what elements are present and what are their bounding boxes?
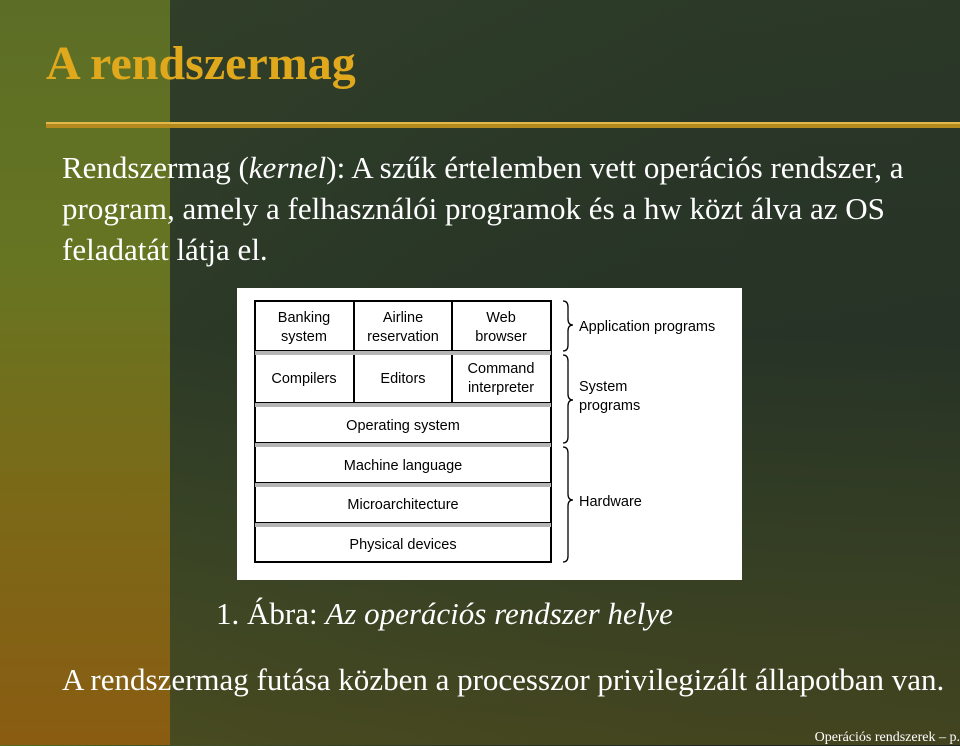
layer-physical-devices: Physical devices xyxy=(349,537,457,553)
layer-machine-language: Machine language xyxy=(343,458,463,474)
os-layer-figure xyxy=(237,288,742,580)
app-cell-2-line1: Airline xyxy=(382,310,424,326)
definition-term: Rendszermag ( xyxy=(62,150,249,185)
app-cell-3-line2: browser xyxy=(475,329,527,345)
figure-caption xyxy=(216,596,673,632)
layer-microarchitecture: Microarchitecture xyxy=(347,497,459,513)
definition-paragraph xyxy=(62,147,942,270)
brace-application xyxy=(563,301,573,351)
layer-operating-system: Operating system xyxy=(346,418,460,434)
sys-cell-3-line2: interpreter xyxy=(467,380,535,396)
closing-paragraph: A rendszermag futása közben a processzor privilegizált állapotban van. xyxy=(62,662,945,697)
brace-label-system-1: System xyxy=(579,379,628,395)
sys-cell-3-line1: Command xyxy=(467,361,535,377)
sys-cell-2: Editors xyxy=(380,371,426,387)
os-layer-diagram xyxy=(237,288,742,580)
brace-label-application: Application programs xyxy=(579,319,716,335)
definition-term-italic: kernel xyxy=(248,150,327,185)
brace-system xyxy=(563,355,573,443)
caption-prefix: 1. Ábra: xyxy=(216,596,326,631)
brace-hardware xyxy=(563,447,573,562)
brace-label-system-2: programs xyxy=(579,398,641,414)
sys-cell-1: Compilers xyxy=(271,371,337,387)
app-cell-1-line2: system xyxy=(281,329,327,345)
caption-italic: Az operációs rendszer helye xyxy=(325,596,673,631)
left-gradient-band xyxy=(0,0,170,745)
slide-title: A rendszermag xyxy=(46,37,356,90)
brace-label-hardware: Hardware xyxy=(579,494,642,510)
definition-rest: ): A szűk értelemben vett operációs rendszer, a program, amely a felhasználói programok és a hw közt álva az OS feladatát látja el. xyxy=(62,150,904,267)
footer-text: Operációs rendszerek – p. xyxy=(814,730,960,745)
title-underline-highlight xyxy=(46,122,960,124)
app-cell-3-line1: Web xyxy=(486,310,516,326)
app-cell-2-line2: reservation xyxy=(367,329,439,345)
app-cell-1-line1: Banking xyxy=(277,310,331,326)
